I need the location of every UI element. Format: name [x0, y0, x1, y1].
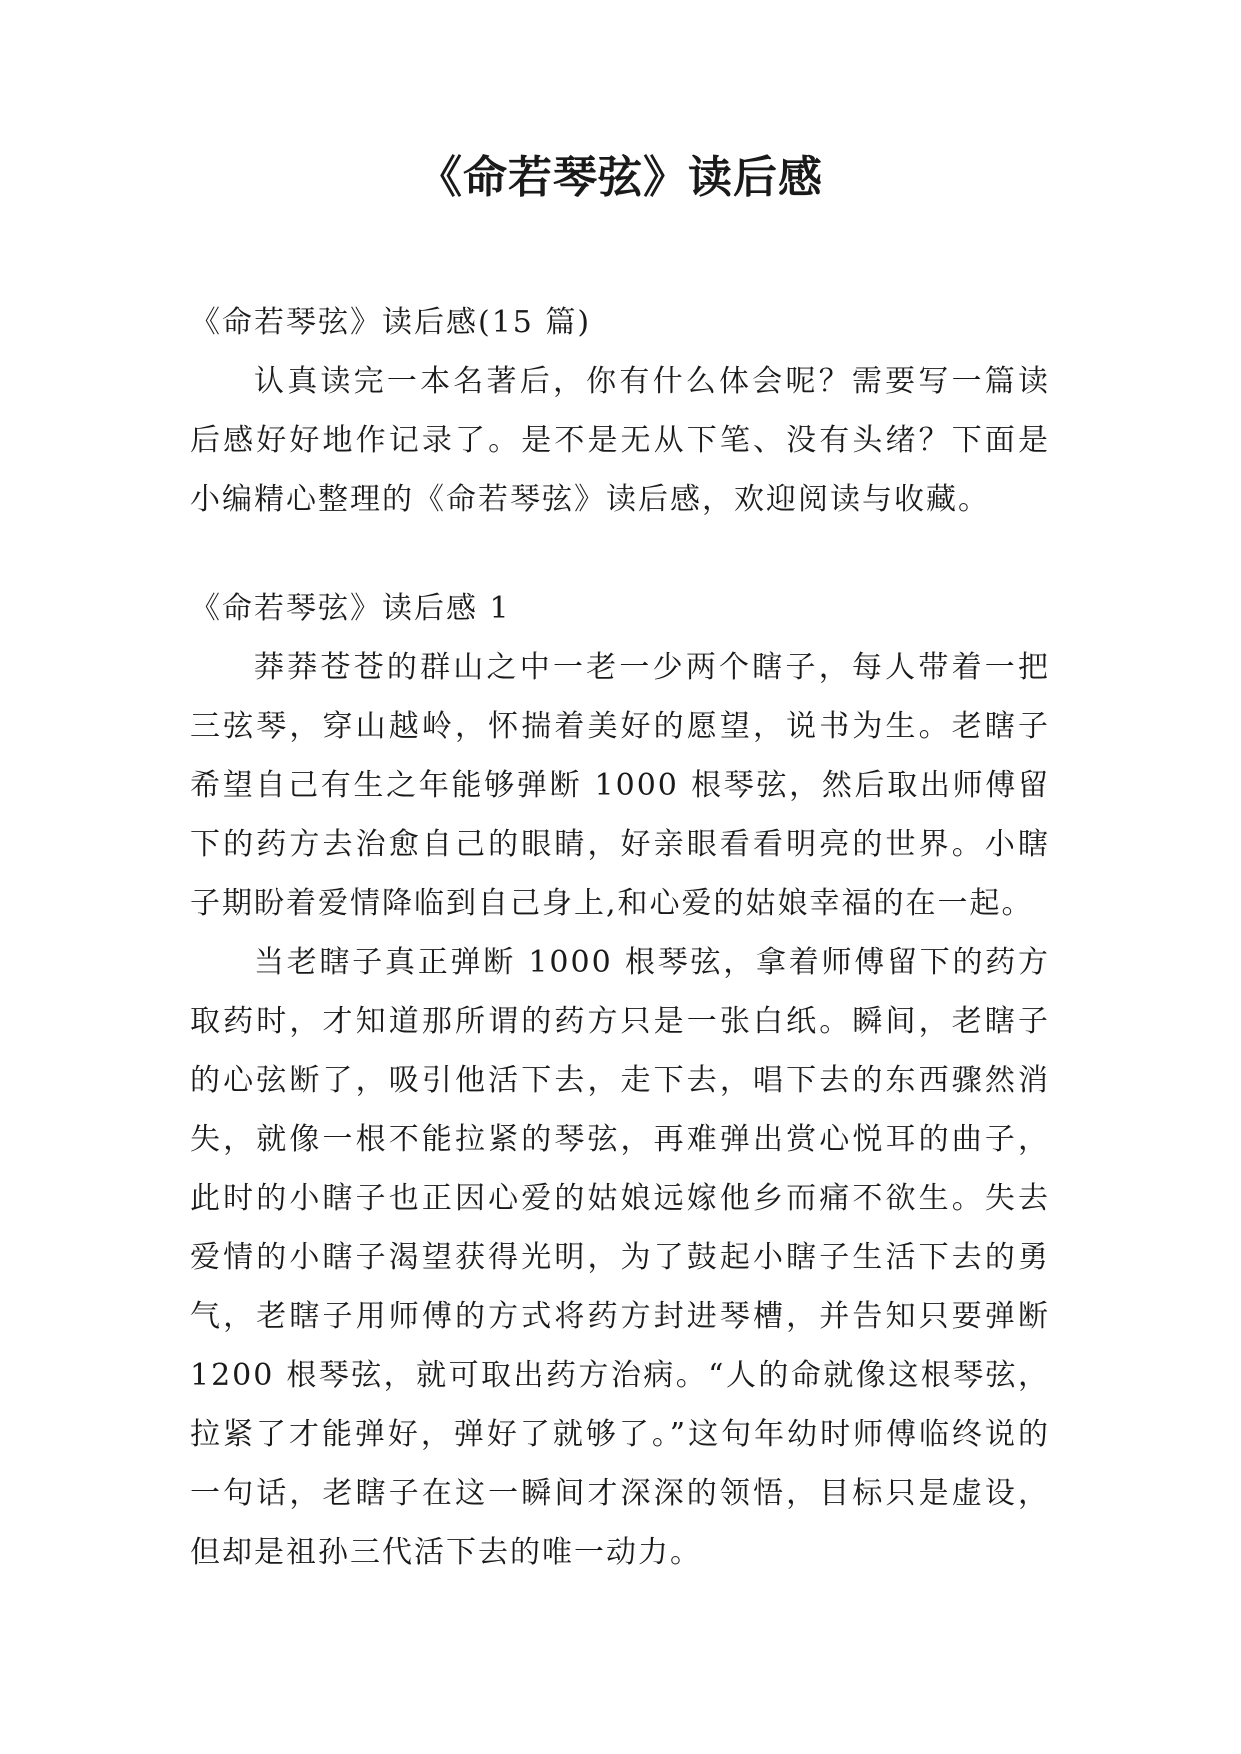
section-1-heading: 《命若琴弦》读后感 1 [190, 591, 511, 626]
intro-heading: 《命若琴弦》读后感(15 篇) [190, 305, 592, 340]
section-1-paragraph-2: 当老瞎子真正弹断 1000 根琴弦，拿着师傅留下的药方取药时，才知道那所谓的药方只是一张白纸。瞬间，老瞎子的心弦断了，吸引他活下去，走下去，唱下去的东西骤然消失，就像一根不能拉紧的琴弦，再难弹出赏心悦耳的曲子，此时的小瞎子也正因心爱的姑娘远嫁他乡而痛不欲生。失去爱情的小瞎子渴望获得光明，为了鼓起小瞎子生活下去的勇气，老瞎子用师傅的方式将药方封进琴槽，并告知只要弹断 1200 根琴弦，就可取出药方治病。“人的命就像这根琴弦，拉紧了才能弹好，弹好了就够了。”这句年幼时师傅临终说的一句话，老瞎子在这一瞬间才深深的领悟，目标只是虚设，但却是祖孙三代活下去的唯一动力。 [190, 945, 1050, 1570]
document-body [190, 293, 1050, 1582]
document-title: 《命若琴弦》读后感 [418, 152, 823, 203]
intro-paragraph: 认真读完一本名著后，你有什么体会呢？需要写一篇读后感好好地作记录了。是不是无从下笔、没有头绪？下面是小编精心整理的《命若琴弦》读后感，欢迎阅读与收藏。 [190, 364, 1050, 517]
section-spacer [190, 529, 1050, 579]
section-1-paragraph-1: 莽莽苍苍的群山之中一老一少两个瞎子，每人带着一把三弦琴，穿山越岭，怀揣着美好的愿望，说书为生。老瞎子希望自己有生之年能够弹断 1000 根琴弦，然后取出师傅留下的药方去治愈自己的眼睛，好亲眼看看明亮的世界。小瞎子期盼着爱情降临到自己身上,和心爱的姑娘幸福的在一起。 [190, 650, 1050, 921]
